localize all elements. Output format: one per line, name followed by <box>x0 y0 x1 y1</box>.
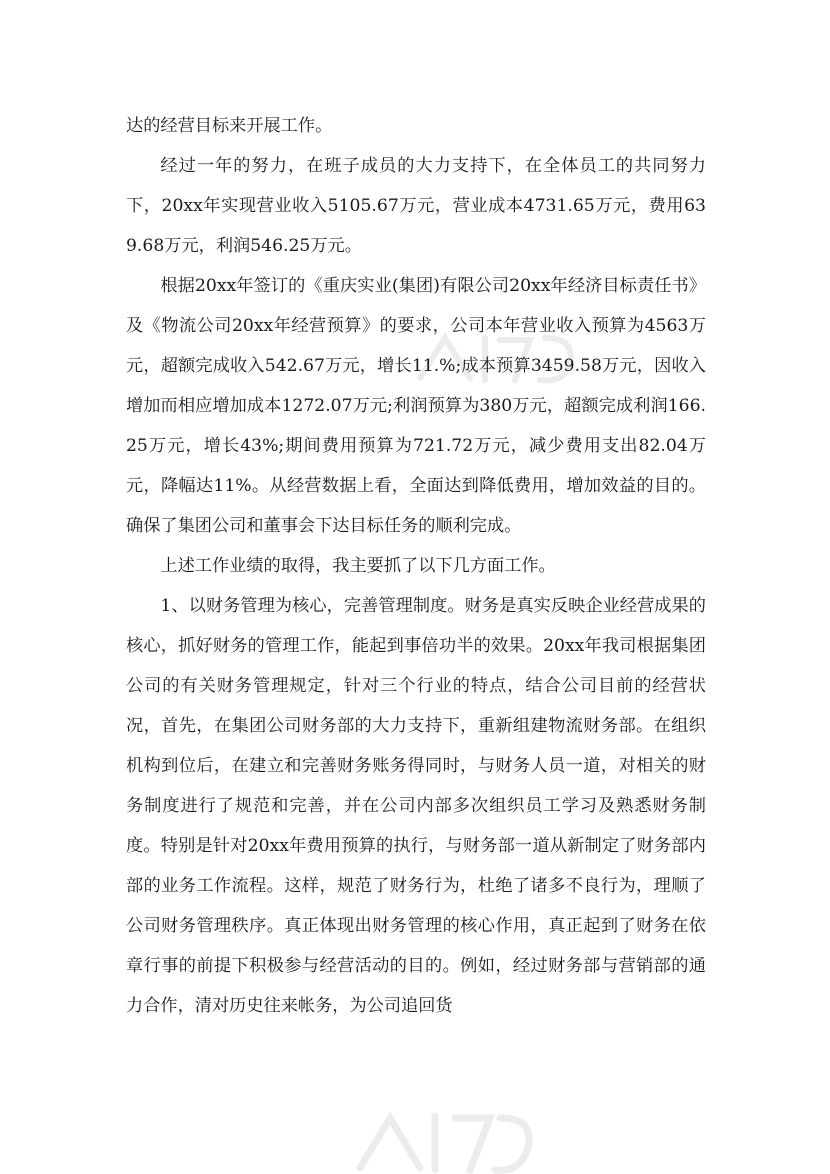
body-text <box>126 106 706 1026</box>
paragraph-5: 1、以财务管理为核心，完善管理制度。财务是真实反映企业经营成果的核心，抓好财务的管理工作，能起到事倍功半的效果。20xx年我司根据集团公司的有关财务管理规定，针对三个行业的特点，结合公司目前的经营状况，首先，在集团公司财务部的大力支持下，重新组建物流财务部。在组织机构到位后，在建立和完善财务账务得同时，与财务人员一道，对相关的财务制度进行了规范和完善，并在公司内部多次组织员工学习及熟悉财务制度。特别是针对20xx年费用预算的执行，与财务部一道从新制定了财务部内部的业务工作流程。这样，规范了财务行为，杜绝了诸多不良行为，理顺了公司财务管理秩序。真正体现出财务管理的核心作用，真正起到了财务在依章行事的前提下积极参与经营活动的目的。例如，经过财务部与营销部的通力合作，清对历史往来帐务，为公司追回货 <box>126 596 706 1016</box>
paragraph-3: 根据20xx年签订的《重庆实业(集团)有限公司20xx年经济目标责任书》及《物流公司20xx年经营预算》的要求，公司本年营业收入预算为4563万元，超额完成收入542.67万元，增长11.%;成本预算3459.58万元，因收入增加而相应增加成本1272.07万元;利润预算为380万元，超额完成利润166.25万元，增长43%;期间费用预算为721.72万元，减少费用支出82.04万元，降幅达11%。从经营数据上看，全面达到降低费用，增加效益的目的。确保了集团公司和董事会下达目标任务的顺利完成。 <box>126 276 706 536</box>
paragraph-1: 达的经营目标来开展工作。 <box>126 116 333 136</box>
paragraph-2: 经过一年的努力，在班子成员的大力支持下，在全体员工的共同努力下，20xx年实现营业收入5105.67万元，营业成本4731.65万元，费用639.68万元，利润546.25万元。 <box>126 156 706 256</box>
watermark-bottom <box>340 1078 540 1174</box>
paragraph-4: 上述工作业绩的取得，我主要抓了以下几方面工作。 <box>160 556 556 576</box>
